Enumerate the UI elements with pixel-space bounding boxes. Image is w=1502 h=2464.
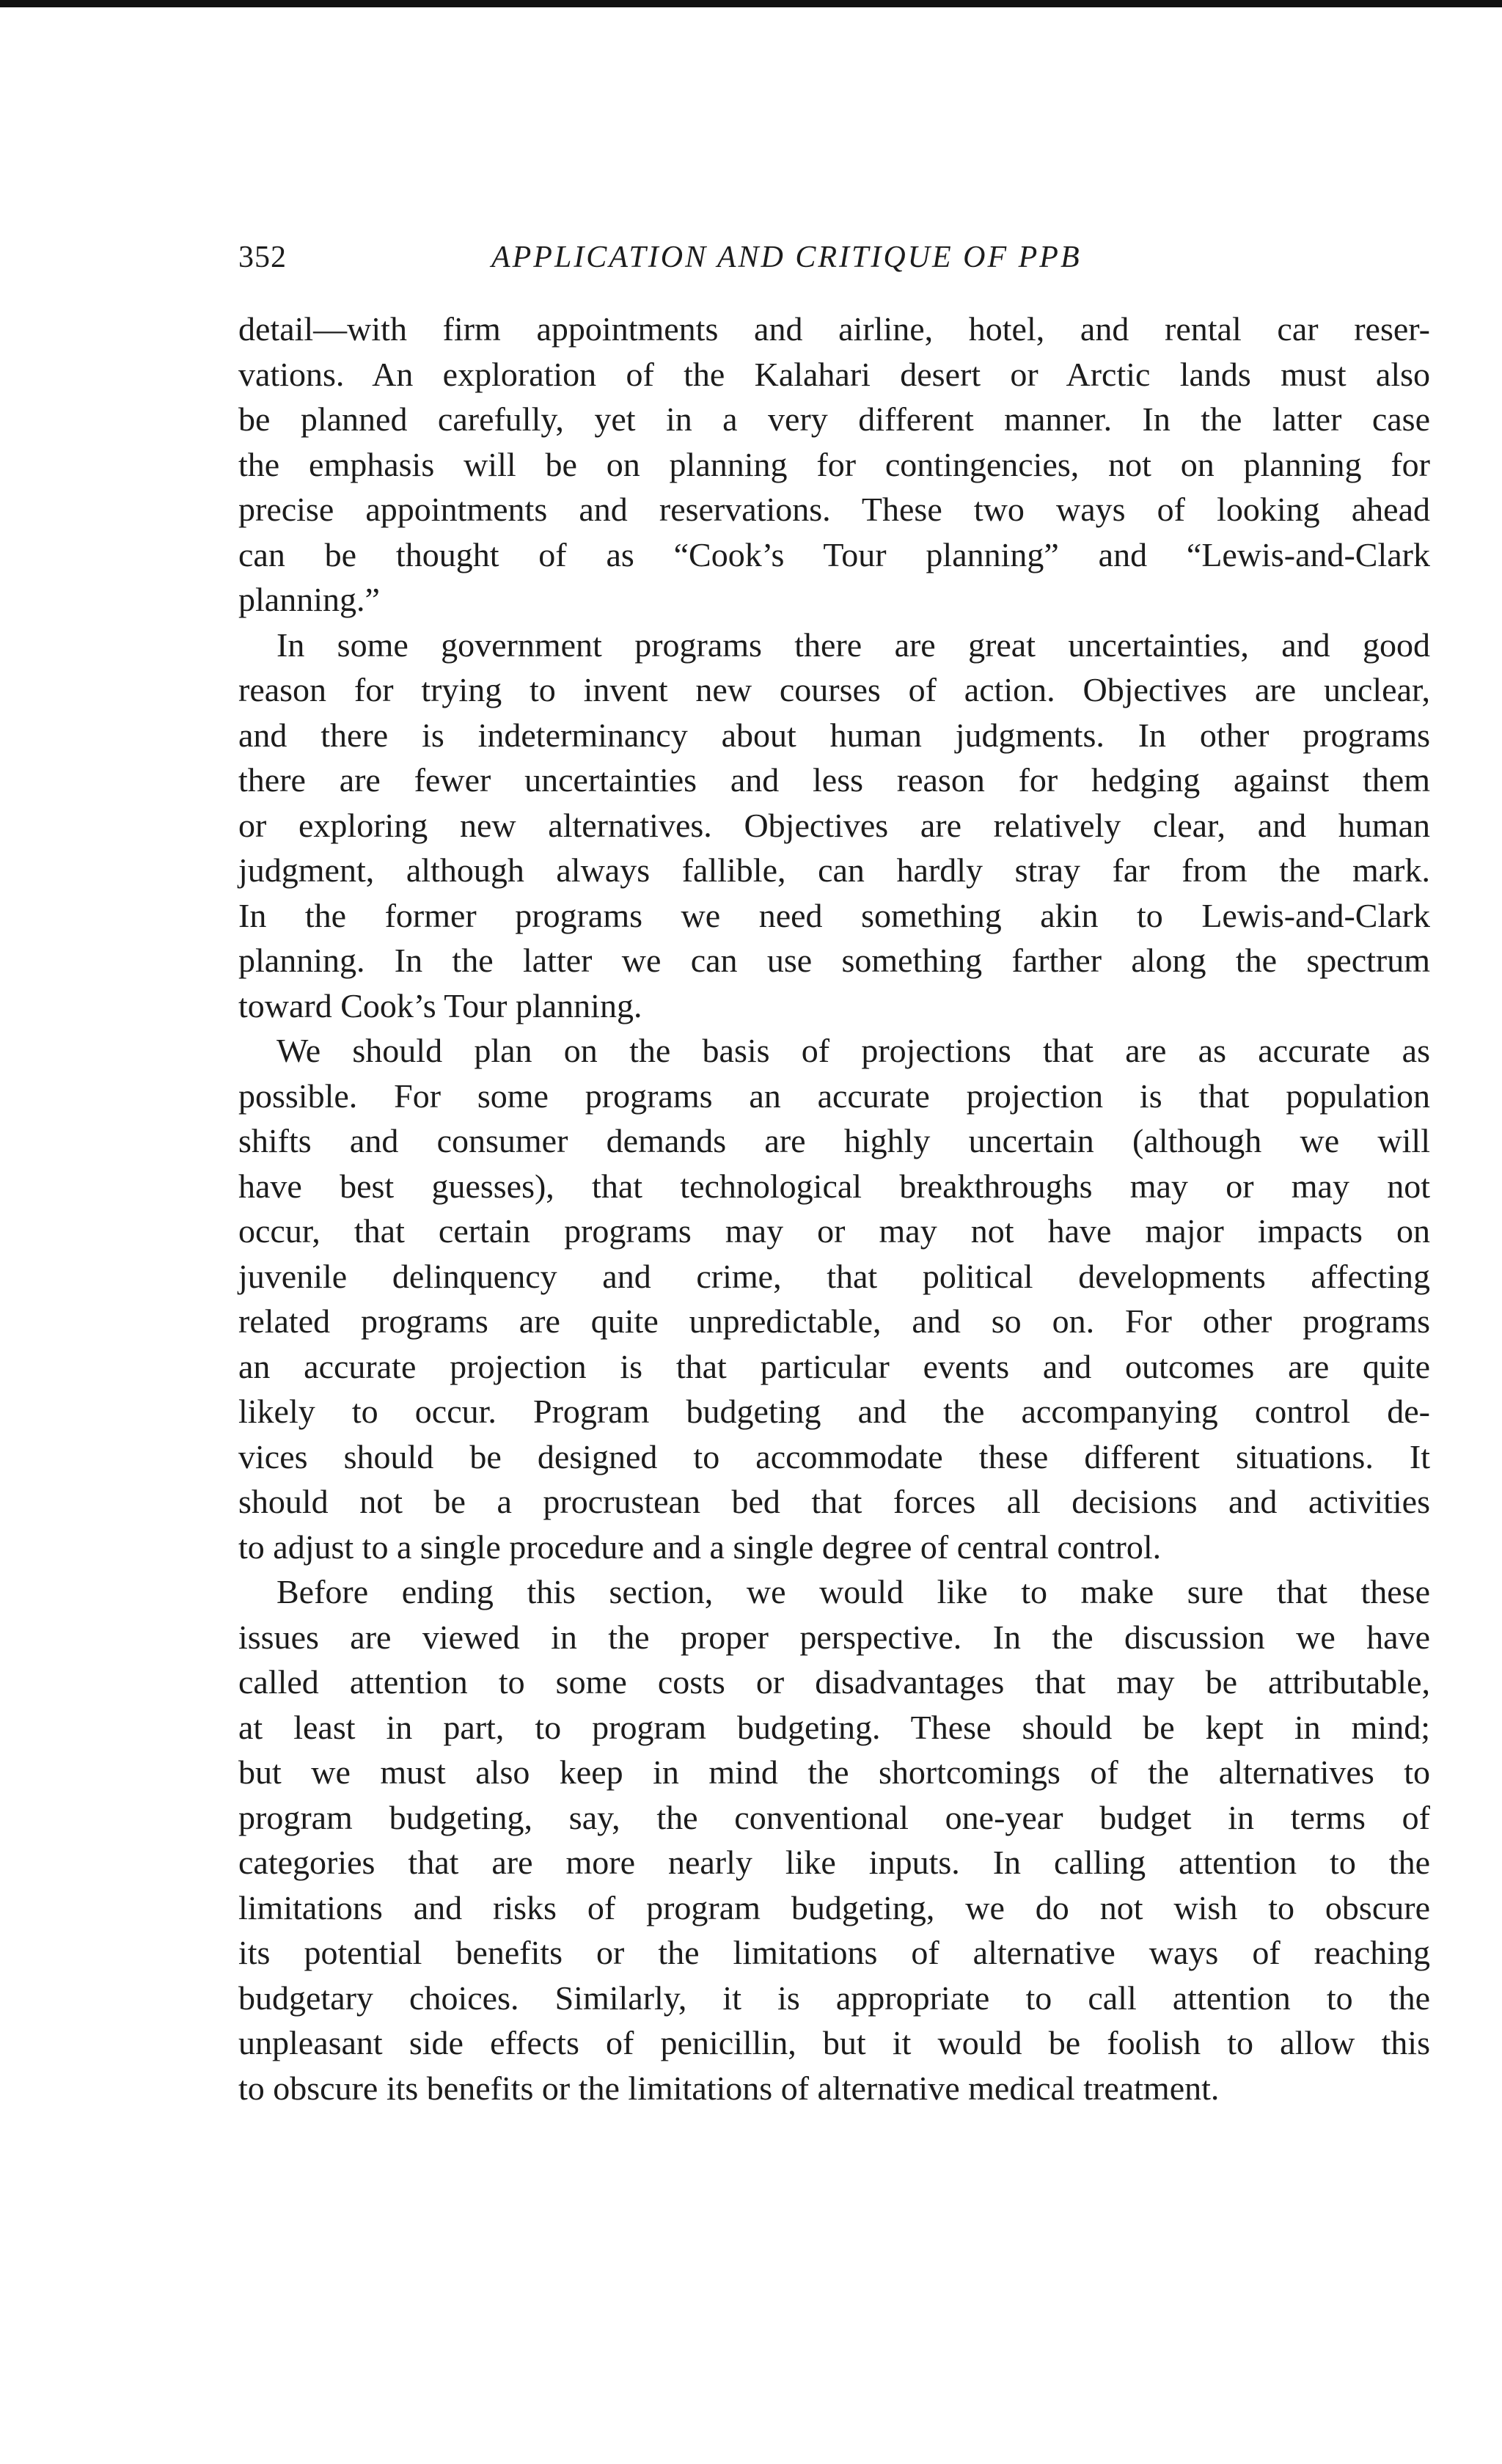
body-text (238, 307, 1430, 2111)
text-line: shifts and consumer demands are highly uncertain (although we will (238, 1122, 1430, 1159)
text-line: to adjust to a single procedure and a single degree of central control. (238, 1528, 1162, 1566)
text-line: vices should be designed to accommodate these different situations. It (238, 1437, 1430, 1475)
text-line: limitations and risks of program budgeting, we do not wish to obscure (238, 1888, 1430, 1926)
top-border-rule (0, 0, 1502, 7)
text-line: to obscure its benefits or the limitations of alternative medical treatment. (238, 2069, 1220, 2107)
text-line: We should plan on the basis of projections that are as accurate as (276, 1032, 1430, 1069)
text-line: issues are viewed in the proper perspective. In the discussion we have (238, 1618, 1430, 1656)
running-title: APPLICATION AND CRITIQUE OF PPB (491, 241, 1082, 274)
text-line: related programs are quite unpredictable, and so on. For other programs (238, 1302, 1430, 1340)
text-line: juvenile delinquency and crime, that political developments affecting (238, 1257, 1430, 1295)
text-line: unpleasant side effects of penicillin, but it would be foolish to allow this (238, 2024, 1430, 2061)
text-line: budgetary choices. Similarly, it is appropriate to call attention to the (238, 1979, 1430, 2017)
text-line: detail—with firm appointments and airline, hotel, and rental car reser- (238, 310, 1430, 348)
text-line: categories that are more nearly like inputs. In calling attention to the (238, 1844, 1430, 1881)
paragraph (238, 1569, 1430, 2111)
text-line: judgment, although always fallible, can hardly stray far from the mark. (238, 851, 1430, 889)
text-line: In some government programs there are great uncertainties, and good (276, 626, 1430, 664)
page-number: 352 (238, 241, 287, 274)
text-line: planning. In the latter we can use something farther along the spectrum (238, 942, 1430, 979)
text-line: have best guesses), that technological breakthroughs may or may not (238, 1167, 1430, 1205)
text-line: but we must also keep in mind the shortcomings of the alternatives to (238, 1753, 1430, 1791)
book-page (238, 232, 1430, 2111)
text-line: can be thought of as “Cook’s Tour planning” and “Lewis-and-Clark (238, 535, 1430, 573)
text-line: the emphasis will be on planning for contingencies, not on planning for (238, 445, 1430, 483)
text-line: possible. For some programs an accurate projection is that population (238, 1077, 1430, 1115)
paragraph (238, 307, 1430, 623)
text-line: Before ending this section, we would like to make sure that these (276, 1573, 1430, 1610)
text-line: likely to occur. Program budgeting and the accompanying control de- (238, 1393, 1430, 1430)
text-line: its potential benefits or the limitations of alternative ways of reaching (238, 1934, 1430, 1971)
text-line: an accurate projection is that particular events and outcomes are quite (238, 1347, 1430, 1385)
text-line: there are fewer uncertainties and less reason for hedging against them (238, 761, 1430, 799)
text-line: vations. An exploration of the Kalahari desert or Arctic lands must also (238, 355, 1430, 393)
text-line: program budgeting, say, the conventional one-year budget in terms of (238, 1798, 1430, 1836)
text-line: planning.” (238, 581, 380, 618)
paragraph (238, 1028, 1430, 1569)
text-line: reason for trying to invent new courses of action. Objectives are unclear, (238, 671, 1430, 708)
text-line: toward Cook’s Tour planning. (238, 986, 642, 1024)
text-line: be planned carefully, yet in a very different manner. In the latter case (238, 400, 1430, 438)
text-line: occur, that certain programs may or may not have major impacts on (238, 1212, 1430, 1250)
text-line: should not be a procrustean bed that forces all decisions and activities (238, 1483, 1430, 1520)
text-line: or exploring new alternatives. Objectives are relatively clear, and human (238, 806, 1430, 844)
paragraph (238, 623, 1430, 1029)
text-line: and there is indeterminancy about human judgments. In other programs (238, 716, 1430, 754)
text-line: called attention to some costs or disadvantages that may be attributable, (238, 1663, 1430, 1701)
running-head (238, 232, 1430, 283)
text-line: at least in part, to program budgeting. These should be kept in mind; (238, 1708, 1430, 1746)
text-line: In the former programs we need something akin to Lewis-and-Clark (238, 896, 1430, 934)
text-line: precise appointments and reservations. These two ways of looking ahead (238, 491, 1430, 528)
